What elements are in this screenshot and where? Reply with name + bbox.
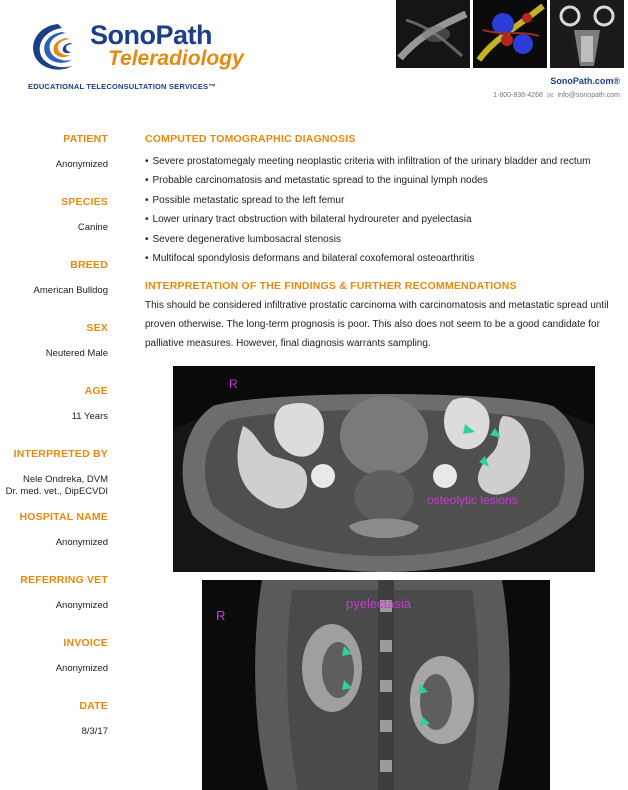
field-referring-vet <box>0 574 108 637</box>
contact-info <box>493 91 620 100</box>
field-label: INVOICE <box>63 637 108 649</box>
logo-subtitle: Teleradiology <box>108 47 244 70</box>
field-breed <box>0 259 108 322</box>
ct1-orientation-label: R <box>229 377 238 391</box>
diagnosis-list <box>145 152 625 268</box>
interpretation-title: INTERPRETATION OF THE FINDINGS & FURTHER RECOMMENDATIONS <box>145 280 517 293</box>
tagline: EDUCATIONAL TELECONSULTATION SERVICES™ <box>28 82 217 91</box>
field-label: SEX <box>86 322 108 334</box>
field-sex <box>0 322 108 385</box>
sonopath-logo[interactable] <box>28 20 244 78</box>
interpretation-text: This should be considered infiltrative prostatic carcinoma with carcinomatosis and metastatic spread until proven otherwise. The long-term prognosis is poor. This also does not seem to be a good candidate for palliative measures. However, final diagnosis warrants sampling. <box>145 300 609 350</box>
field-label: REFERRING VET <box>20 574 108 586</box>
ct-transverse-image[interactable] <box>173 366 595 572</box>
field-value: Anonymized <box>55 663 108 674</box>
field-value: 11 Years <box>71 411 108 422</box>
ct-dorsal-image[interactable] <box>202 580 550 790</box>
interpreter-name: Nele Ondreka, DVM <box>22 474 108 485</box>
interpreter-credentials: Dr. med. vet., DipECVDI <box>5 486 108 497</box>
field-label: DATE <box>79 700 108 712</box>
list-item: • Possible metastatic spread to the left femur <box>145 191 625 210</box>
field-label: PATIENT <box>63 133 108 145</box>
list-item: • Severe degenerative lumbosacral stenosis <box>145 230 625 249</box>
ct2-orientation-label: R <box>216 608 226 623</box>
ct2-pyelectasia-label: pyelectasia <box>346 596 412 611</box>
field-value: Anonymized <box>55 537 108 548</box>
email-address[interactable]: info@sonopath.com <box>557 92 620 99</box>
logo-name: SonoPath <box>90 20 212 50</box>
3d-render-thumbnail <box>473 0 547 68</box>
header-image-strip <box>396 0 628 68</box>
field-value: Canine <box>77 222 108 233</box>
field-invoice <box>0 637 108 700</box>
field-hospital-name <box>0 511 108 574</box>
field-value: Anonymized <box>55 600 108 611</box>
field-age <box>0 385 108 448</box>
field-label: BREED <box>70 259 108 271</box>
field-species <box>0 196 108 259</box>
field-label: SPECIES <box>61 196 108 208</box>
diagnosis-title: COMPUTED TOMOGRAPHIC DIAGNOSIS <box>145 133 356 145</box>
field-label: HOSPITAL NAME <box>19 511 108 523</box>
field-label: AGE <box>84 385 108 397</box>
list-item: • Probable carcinomatosis and metastatic spread to the inguinal lymph nodes <box>145 171 625 190</box>
list-item: • Lower urinary tract obstruction with bilateral hydroureter and pyelectasia <box>145 210 625 229</box>
list-item: • Multifocal spondylosis deformans and bilateral coxofemoral osteoarthritis <box>145 249 625 268</box>
field-value: American Bulldog <box>33 285 108 296</box>
field-value: Neutered Male <box>45 348 108 359</box>
field-patient <box>0 133 108 196</box>
list-item: • Severe prostatomegaly meeting neoplastic criteria with infiltration of the urinary bladder and rectum <box>145 152 625 171</box>
ct1-osteolytic-label: osteolytic lesions <box>427 493 518 507</box>
report-header <box>0 0 628 100</box>
field-date <box>0 700 108 763</box>
field-interpreted-by <box>0 448 108 511</box>
field-value: Anonymized <box>55 159 108 170</box>
field-value <box>0 474 108 498</box>
report-body <box>145 133 625 353</box>
patient-info-sidebar <box>0 133 108 763</box>
mail-icon: ✉ <box>546 91 554 100</box>
swirl-logo-icon <box>28 20 88 76</box>
field-value: 8/3/17 <box>81 726 108 737</box>
website-link[interactable]: SonoPath.com® <box>550 76 620 86</box>
field-label: INTERPRETED BY <box>13 448 108 460</box>
ct-skull-thumbnail <box>550 0 624 68</box>
xray-thumbnail <box>396 0 470 68</box>
phone-number[interactable]: 1-800-838-4268 <box>493 92 543 99</box>
